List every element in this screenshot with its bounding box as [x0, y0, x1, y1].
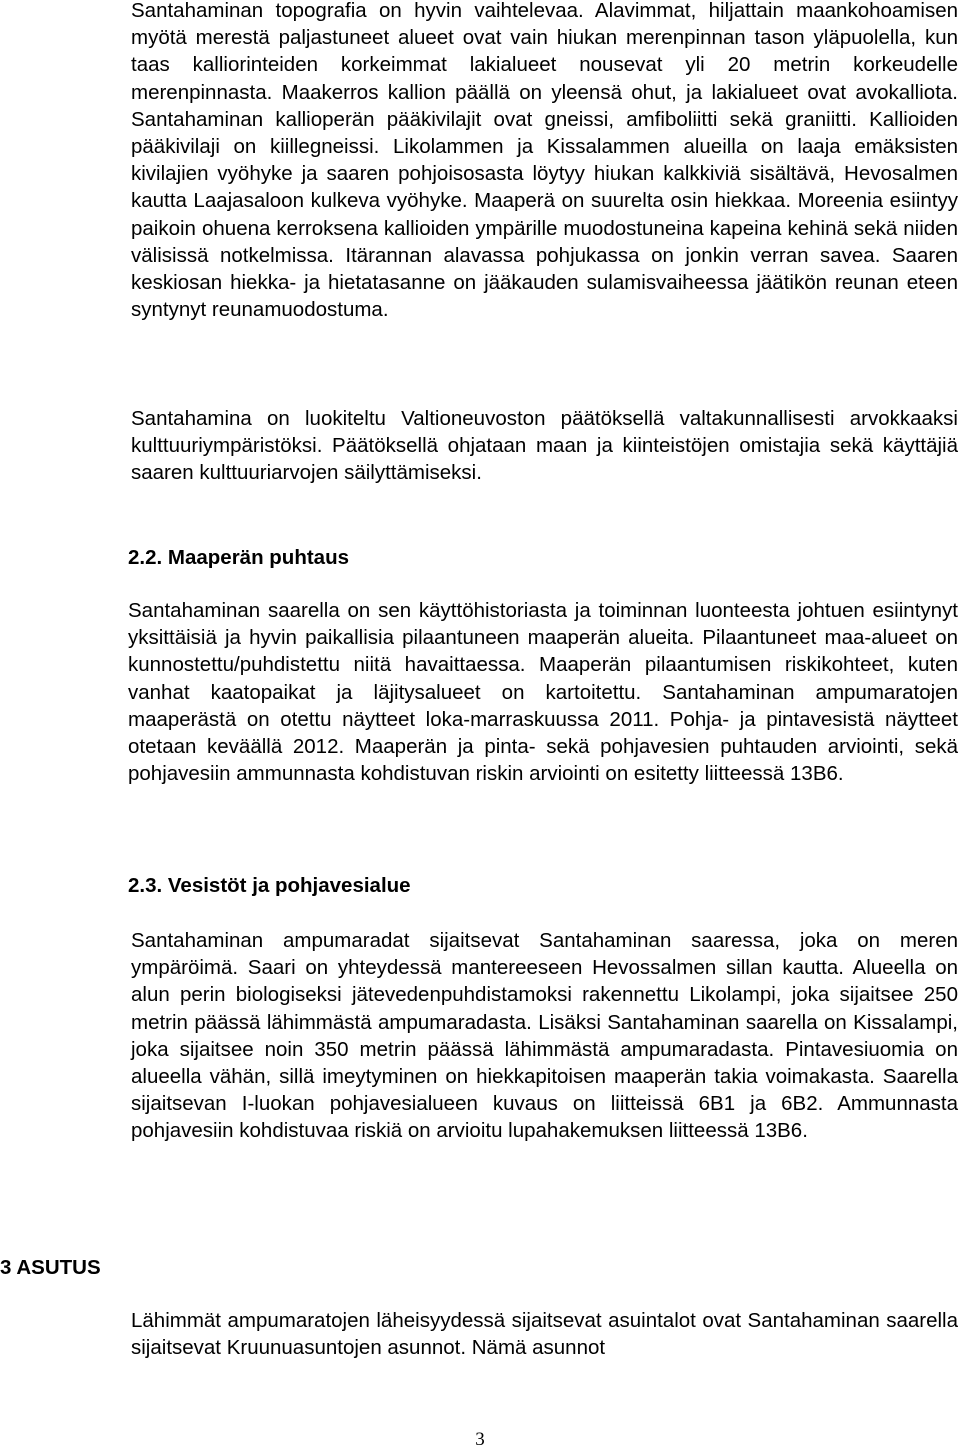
section-heading-waters: 2.3. Vesistöt ja pohjavesialue	[128, 874, 411, 897]
page-number: 3	[475, 1429, 485, 1450]
paragraph-topography: Santahaminan topografia on hyvin vaihtelevaa. Alavimmat, hiljattain maankohoamisen myötä merestä paljastuneet alueet ovat vain hiukan merenpinnan tason yläpuolella, kun taas kalliorinteiden korkeimmat lakialueet nousevat yli 20 metrin korkeudelle merenpinnasta. Maakerros kallion päällä on yleensä ohut, ja lakialueet ovat avokalliota. Santahaminan kallioperän pääkivilajit ovat gneissi, amfiboliitti sekä graniitti. Kallioiden pääkivilaji on kiillegneissi. Likolammen ja Kissalammen alueilla on laaja emäksisten kivilajien vyöhyke ja saaren pohjoisosasta löytyy hiukan kalkkiviä sisältävä, Hevosalmen kautta Laajasaloon kulkeva vyöhyke. Maaperä on suurelta osin hiekkaa. Moreenia esiintyy paikoin ohuena kerroksena kallioiden ympärille muodostuneina kapeina kehinä sekä niiden välisissä notkelmissa. Itärannan alavassa pohjukassa on jonkin verran savea. Saaren keskiosan hiekka- ja hietatasanne on jääkauden sulamisvaiheessa jäätikön reunan eteen syntynyt reunamuodostuma.	[131, 0, 958, 322]
paragraph-soil-purity: Santahaminan saarella on sen käyttöhistoriasta ja toiminnan luonteesta johtuen esiintynyt yksittäisiä ja hyvin paikallisia pilaantuneen maaperän alueita. Pilaantuneet maa-alueet on kunnostettu/puhdistettu niitä havaittaessa. Maaperän pilaantumisen riskikohteet, kuten vanhat kaatopaikat ja läjitysalueet on kartoitettu. Santahaminan ampumaratojen maaperästä on otettu näytteet loka-marraskuussa 2011. Pohja- ja pintavesistä näytteet otetaan keväällä 2012. Maaperän ja pinta- sekä pohjavesien puhtauden arviointi, sekä pohjavesiin ammunnasta kohdistuvan riskin arviointi on esitetty liitteessä 13B6.	[128, 599, 958, 786]
paragraph-cultural-value: Santahamina on luokiteltu Valtioneuvoston päätöksellä valtakunnallisesti arvokkaaksi kulttuuriympäristöksi. Päätöksellä ohjataan maan ja kiinteistöjen omistajia sekä käyttäjiä saaren kulttuuriarvojen säilyttämiseksi.	[131, 407, 958, 485]
paragraph-waters: Santahaminan ampumaradat sijaitsevat Santahaminan saaressa, joka on meren ympäröimä. Saari on yhteydessä mantereeseen Hevossalmen sillan kautta. Alueella on alun perin biologiseksi jätevedenpuhdistamoksi rakennettu Likolampi, joka sijaitsee 250 metrin päässä lähimmästä ampumaradasta. Lisäksi Santahaminan saarella on Kissalampi, joka sijaitsee noin 350 metrin päässä lähimmästä ampumaradasta. Pintavesiuomia on alueella vähän, sillä imeytyminen on hiekkapitoisen maaperän takia voimakasta. Saarella sijaitsevan I-luokan pohjavesialueen kuvaus on liitteissä 6B1 ja 6B2. Ammunnasta pohjavesiin kohdistuvaa riskiä on arvioitu lupahakemuksen liitteessä 13B6.	[131, 929, 958, 1143]
chapter-heading-housing: 3 ASUTUS	[0, 1256, 101, 1279]
section-heading-soil-purity: 2.2. Maaperän puhtaus	[128, 546, 350, 569]
paragraph-housing: Lähimmät ampumaratojen läheisyydessä sijaitsevat asuintalot ovat Santahaminan saarella sijaitsevat Kruunuasuntojen asunnot. Nämä asunnot	[131, 1309, 958, 1360]
